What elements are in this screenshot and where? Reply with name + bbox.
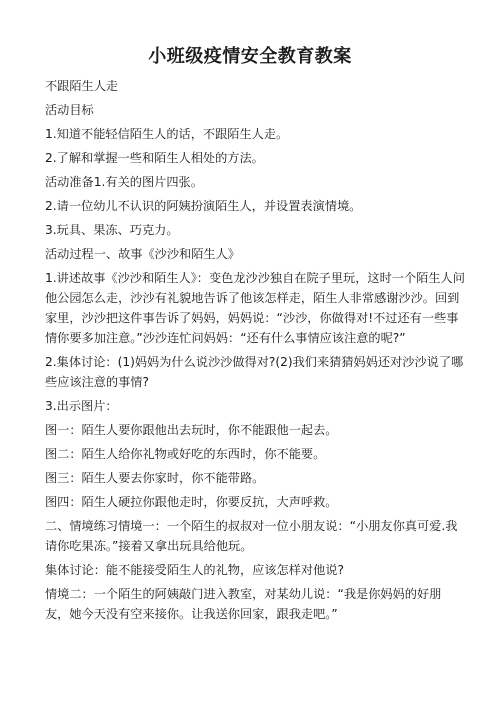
paragraph-discussion-1: 2.集体讨论：(1)妈妈为什么说沙沙做得对?(2)我们来猜猜妈妈还对沙沙说了哪些应该注意的事情? — [45, 355, 464, 389]
paragraph-prep-2: 2.请一位幼儿不认识的阿姨扮演陌生人，并设置表演情境。 — [45, 199, 362, 213]
paragraph-prep-1: 活动准备1.有关的图片四张。 — [45, 175, 203, 189]
paragraph-discussion-2: 集体讨论：能不能接受陌生人的礼物，应该怎样对他说? — [45, 563, 344, 577]
document-body — [45, 76, 465, 628]
paragraph-goal-2: 2.了解和掌握一些和陌生人相处的方法。 — [45, 151, 264, 165]
paragraph-picture-1: 图一：陌生人要你跟他出去玩时，你不能跟他一起去。 — [45, 423, 338, 437]
paragraph-show-pictures: 3.出示图片： — [45, 399, 118, 413]
paragraph-goals-heading: 活动目标 — [45, 103, 94, 117]
paragraph-picture-3: 图三：陌生人要去你家时，你不能带路。 — [45, 471, 265, 485]
paragraph-picture-4: 图四：陌生人硬拉你跟他走时，你要反抗，大声呼救。 — [45, 495, 338, 509]
paragraph-scenario-1: 二、情境练习情境一：一个陌生的叔叔对一位小朋友说：“小朋友你真可爱.我请你吃果冻。”接着又拿出玩具给他玩。 — [45, 519, 458, 553]
paragraph-story: 1.讲述故事《沙沙和陌生人》：变色龙沙沙独自在院子里玩，这时一个陌生人问他公园怎么走，沙沙有礼貌地告诉了他该怎样走，陌生人非常感谢沙沙。回到家里，沙沙把这件事告诉了妈妈，妈妈说：“沙沙，你做得对!不过还有一些事情你要多加注意。”沙沙连忙问妈妈：“还有什么事情应该注意的呢?” — [45, 271, 465, 345]
document-title: 小班级疫情安全教育教案 — [148, 46, 352, 67]
paragraph-topic: 不跟陌生人走 — [45, 79, 119, 93]
paragraph-picture-2: 图二：陌生人给你礼物或好吃的东西时，你不能要。 — [45, 447, 326, 461]
paragraph-scenario-2: 情境二：一个陌生的阿姨敲门进入教室，对某幼儿说：“我是你妈妈的好朋友，她今天没有空来接你。让我送你回家，跟我走吧。” — [45, 587, 442, 621]
paragraph-process-heading: 活动过程一、故事《沙沙和陌生人》 — [45, 247, 240, 261]
paragraph-goal-1: 1.知道不能轻信陌生人的话，不跟陌生人走。 — [45, 127, 289, 141]
paragraph-prep-3: 3.玩具、果冻、巧克力。 — [45, 223, 179, 237]
